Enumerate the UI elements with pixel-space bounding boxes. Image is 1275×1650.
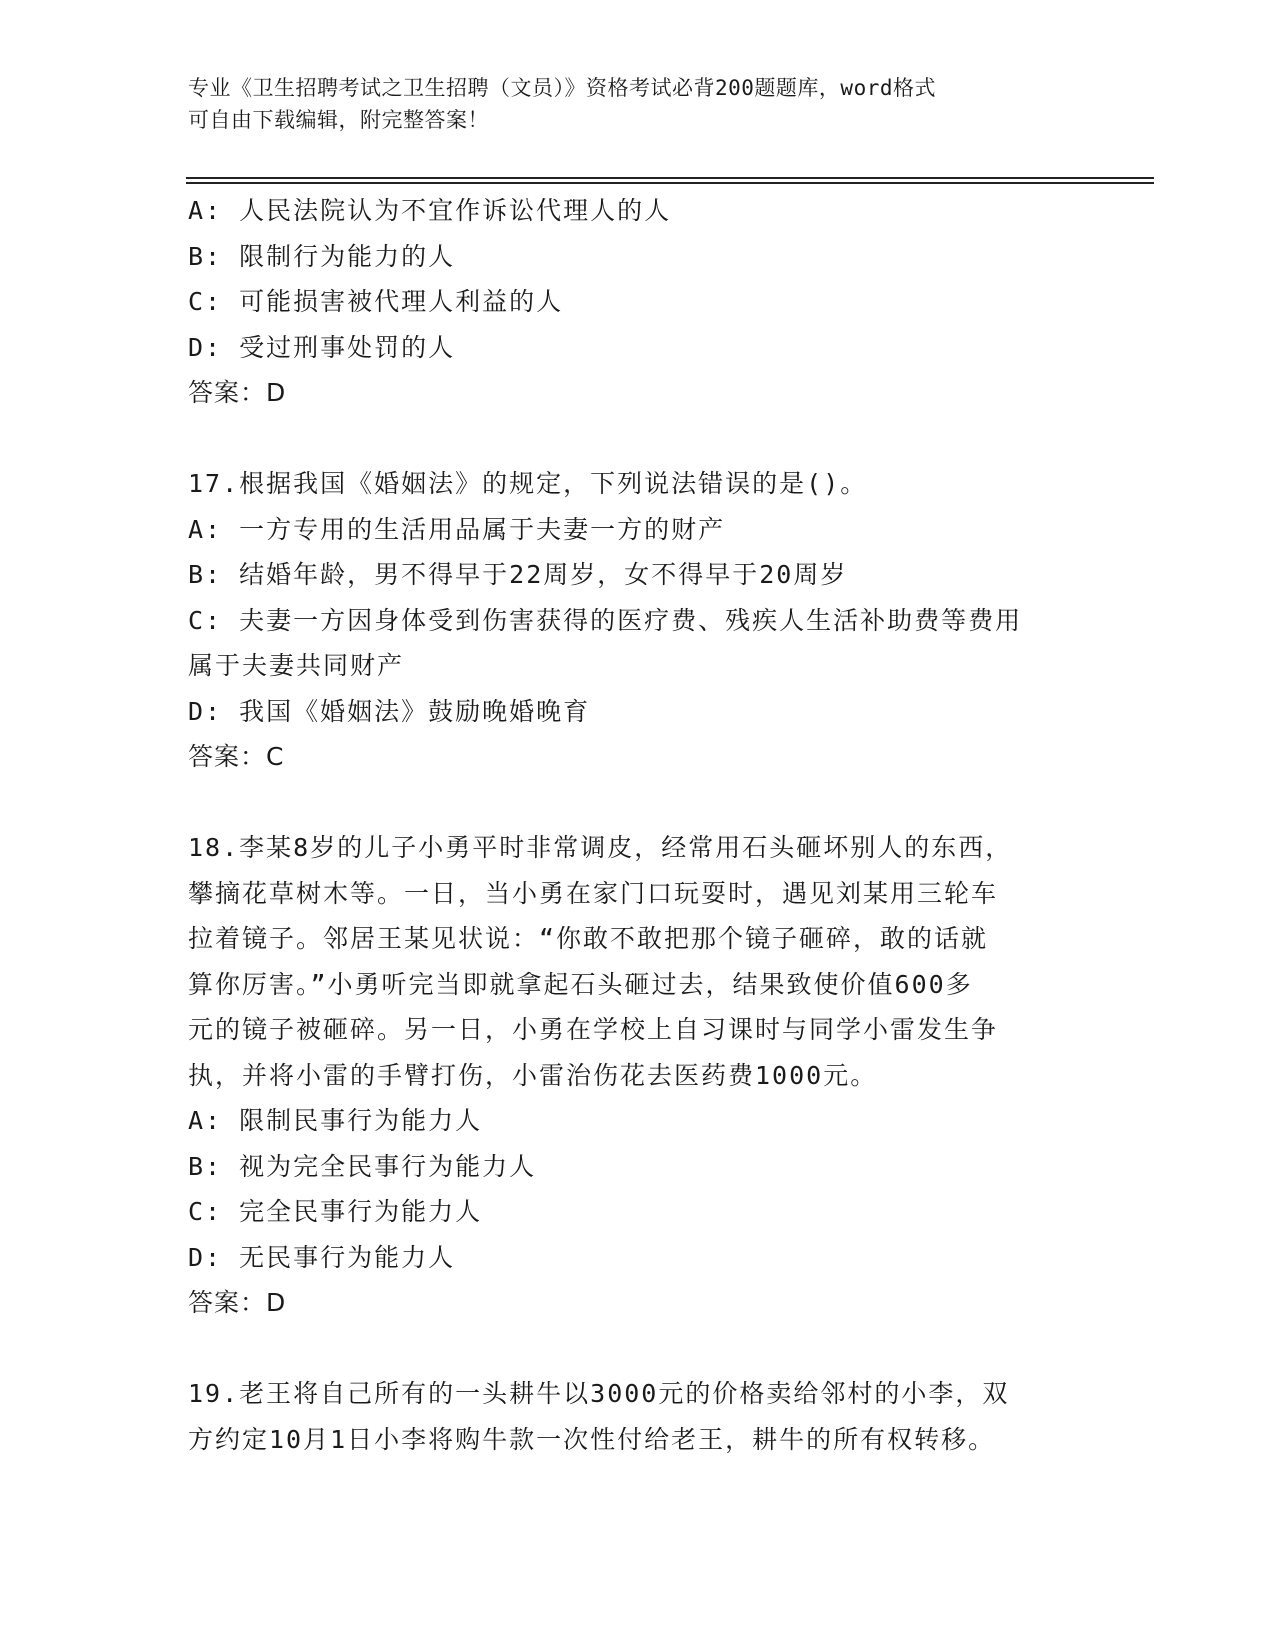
- question-17: [188, 461, 1068, 780]
- option-a: A: 限制民事行为能力人: [188, 1106, 483, 1135]
- question-stem-line: 元的镜子被砸碎。另一日，小勇在学校上自习课时与同学小雷发生争: [188, 1015, 999, 1044]
- header-line-1: 专业《卫生招聘考试之卫生招聘（文员）》资格考试必背200题题库，word格式: [188, 76, 936, 100]
- spacer: [188, 780, 1068, 826]
- option-c-continued: 属于夫妻共同财产: [188, 651, 405, 680]
- header-divider-bottom: [186, 182, 1154, 184]
- document-header: [188, 72, 1088, 136]
- spacer: [188, 416, 1068, 462]
- question-stem-line: 方约定10月1日小李将购牛款一次性付给老王，耕牛的所有权转移。: [188, 1424, 996, 1454]
- question-stem-line: 执，并将小雷的手臂打伤，小雷治伤花去医药费1000元。: [188, 1060, 878, 1090]
- question-stem-line: 18.李某8岁的儿子小勇平时非常调皮，经常用石头砸坏别人的东西，: [188, 833, 1013, 862]
- question-stem-line: 攀摘花草树木等。一日，当小勇在家门口玩耍时，遇见刘某用三轮车: [188, 878, 999, 908]
- question-stem-line: 19.老王将自己所有的一头耕牛以3000元的价格卖给邻村的小李，双: [188, 1379, 1010, 1408]
- answer: 答案：D: [188, 378, 287, 407]
- option-b: B: 视为完全民事行为能力人: [188, 1151, 537, 1181]
- header-line-2: 可自由下载编辑，附完整答案！: [188, 108, 489, 132]
- question-stem: 17.根据我国《婚姻法》的规定，下列说法错误的是()。: [188, 469, 868, 498]
- answer: 答案：D: [188, 1288, 287, 1317]
- option-a: A: 人民法院认为不宜作诉讼代理人的人: [188, 196, 672, 225]
- spacer: [188, 1326, 1068, 1372]
- option-b: B: 结婚年龄，男不得早于22周岁，女不得早于20周岁: [188, 560, 848, 589]
- question-16: [188, 188, 1068, 416]
- option-b: B: 限制行为能力的人: [188, 241, 456, 271]
- option-d: D: 无民事行为能力人: [188, 1242, 456, 1272]
- option-c: C: 可能损害被代理人利益的人: [188, 287, 564, 316]
- question-19: [188, 1371, 1068, 1462]
- question-18: [188, 825, 1068, 1326]
- option-d: D: 受过刑事处罚的人: [188, 332, 456, 362]
- option-c: C: 夫妻一方因身体受到伤害获得的医疗费、残疾人生活补助费等费用: [188, 605, 1023, 635]
- question-stem-line: 拉着镜子。邻居王某见状说：“你敢不敢把那个镜子砸碎，敢的话就: [188, 924, 989, 953]
- answer: 答案：C: [188, 742, 285, 771]
- option-a: A: 一方专用的生活用品属于夫妻一方的财产: [188, 514, 726, 544]
- question-stem-line: 算你厉害。”小勇听完当即就拿起石头砸过去，结果致使价值600多: [188, 969, 973, 999]
- option-d: D: 我国《婚姻法》鼓励晚婚晚育: [188, 696, 591, 726]
- header-divider-top: [186, 177, 1154, 179]
- option-c: C: 完全民事行为能力人: [188, 1197, 483, 1226]
- document-body: [188, 188, 1068, 1462]
